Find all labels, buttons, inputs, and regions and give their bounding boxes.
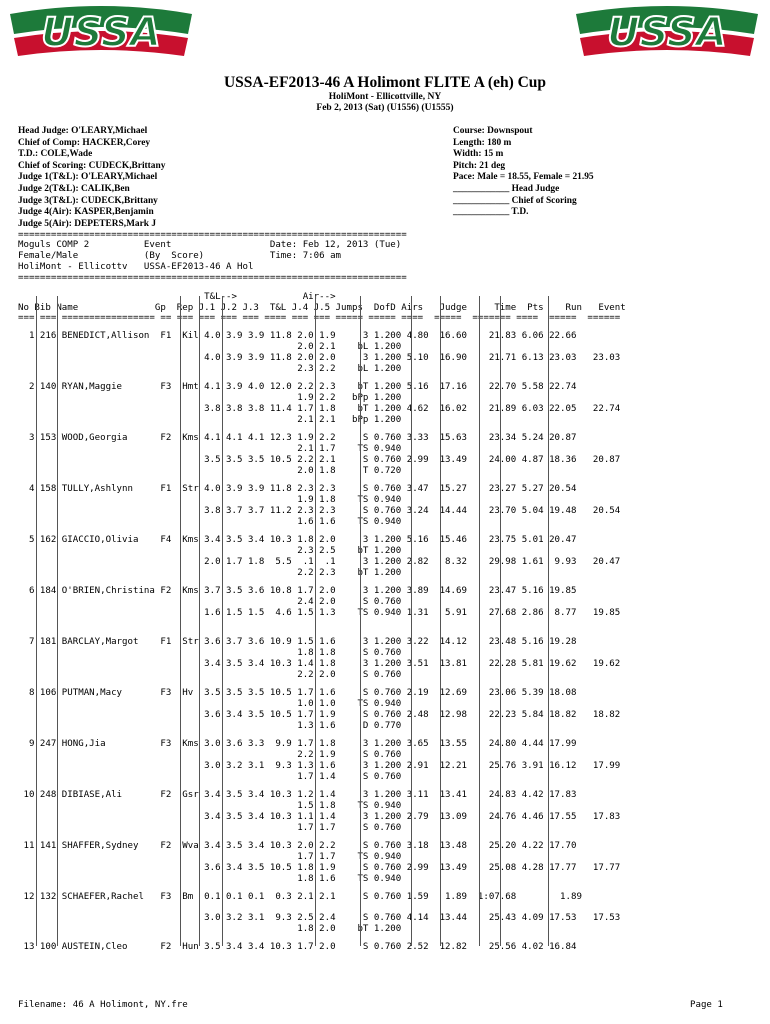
table-row: 11 141 SHAFFER,Sydney F2 Wva 3.4 3.5 3.4 10.3 2.0 2.2 S 0.760 3.18 13.48 25.20 4.22 17.70 (18, 841, 577, 851)
header-rule-bottom: ======================================================================= (18, 273, 407, 283)
table-row: 5 162 GIACCIO,Olivia F4 Kms 3.4 3.5 3.4 10.3 1.8 2.0 3 1.200 5.16 15.46 23.75 5.01 20.47 (18, 535, 577, 545)
table-row: 13 100 AUSTEIN,Cleo F2 Hun 3.5 3.4 3.4 10.3 1.7 2.0 S 0.760 2.52 12.82 25.56 4.02 16.84 (18, 942, 577, 952)
official-judge-1: Judge 1(T&L): O'LEARY,Michael (18, 172, 158, 183)
table-row: 4.0 3.9 3.9 11.8 2.0 2.0 3 1.200 5.10 16.90 21.71 6.13 23.03 23.03 (18, 353, 621, 363)
official-judge-2: Judge 2(T&L): CALIK,Ben (18, 183, 130, 194)
table-row: 10 248 DIBIASE,Ali F2 Gsr 3.4 3.5 3.4 10.3 1.2 1.4 3 1.200 3.11 13.41 24.83 4.42 17.83 (18, 790, 577, 800)
table-row: 2 140 RYAN,Maggie F3 Hmt 4.1 3.9 4.0 12.0 2.2 2.3 bT 1.200 5.16 17.16 22.70 5.58 22.74 (18, 382, 577, 392)
event-date: Feb 2, 2013 (Sat) (U1556) (U1555) (316, 103, 454, 113)
official-judge-3: Judge 3(T&L): CUDECK,Brittany (18, 195, 158, 206)
table-row: 3.4 3.5 3.4 10.3 1.1 1.4 3 1.200 2.79 13.09 24.76 4.46 17.55 17.83 (18, 812, 621, 822)
column-separator (548, 296, 549, 946)
column-separator (315, 296, 316, 946)
logo-text: USSA (607, 10, 727, 56)
table-header-rule: === === ================= == === === === === ==== === === ===== ===== ==== ===== ======= ==== ===== ====== (18, 313, 621, 323)
official-judge-4: Judge 4(Air): KASPER,Benjamin (18, 207, 154, 218)
header-rule-top: ======================================================================= (18, 230, 407, 240)
table-row: 1.9 2.2 bPp 1.200 (18, 393, 402, 403)
venue: HoliMont - Ellicottville, NY (328, 92, 442, 102)
table-row: 1.3 1.6 D 0.770 (18, 721, 402, 731)
table-row: 3 153 WOOD,Georgia F2 Kms 4.1 4.1 4.1 12.3 1.9 2.2 S 0.760 3.33 15.63 23.34 5.24 20.87 (18, 433, 577, 443)
table-row: 3.4 3.5 3.4 10.3 1.4 1.8 3 1.200 3.51 13.81 22.28 5.81 19.62 19.62 (18, 659, 621, 669)
footer-filename: Filename: 46 A Holimont, NY.fre (18, 1000, 188, 1010)
table-row: 3.0 3.2 3.1 9.3 2.5 2.4 S 0.760 4.14 13.44 25.43 4.09 17.53 17.53 (18, 913, 621, 923)
table-row: 1 216 BENEDICT,Allison F1 Kil 4.0 3.9 3.9 11.8 2.0 1.9 3 1.200 4.80 16.60 21.83 6.06 22.66 (18, 331, 577, 341)
course-name: Course: Downspout (453, 126, 533, 136)
table-row: 3.0 3.2 3.1 9.3 1.3 1.6 3 1.200 2.91 12.21 25.76 3.91 16.12 17.99 (18, 761, 621, 771)
course-info (453, 126, 594, 219)
table-row: 8 106 PUTMAN,Macy F3 Hv 3.5 3.5 3.5 10.5 1.7 1.6 S 0.760 2.19 12.69 23.06 5.39 18.08 (18, 688, 577, 698)
table-row: 3.6 3.4 3.5 10.5 1.7 1.9 S 0.760 2.48 12.98 22.23 5.84 18.82 18.82 (18, 710, 621, 720)
signature-head-judge: ____________ Head Judge (453, 183, 560, 194)
table-row: 2.3 2.5 bT 1.200 (18, 546, 402, 556)
column-separator (479, 296, 480, 946)
official-td: T.D.: COLE,Wade (18, 149, 93, 160)
course-length: Length: 180 m (453, 137, 512, 148)
table-row: 2.0 1.8 T 0.720 (18, 466, 402, 476)
table-row: 6 184 O'BRIEN,Christina F2 Kms 3.7 3.5 3.6 10.8 1.7 2.0 3 1.200 3.89 14.69 23.47 5.16 19.85 (18, 586, 577, 596)
column-separator (500, 296, 501, 946)
table-row: 2.3 2.2 bL 1.200 (18, 364, 402, 374)
official-head-judge: Head Judge: O'LEARY,Michael (18, 126, 148, 136)
table-row: 1.8 1.6 TS 0.940 (18, 874, 402, 884)
table-row: 2.4 2.0 S 0.760 (18, 597, 402, 607)
course-pace: Pace: Male = 18.55, Female = 21.95 (453, 172, 594, 183)
column-separator (222, 296, 223, 946)
official-judge-5: Judge 5(Air): DEPETERS,Mark J (18, 218, 157, 229)
table-header-group: T&L--> Air--> (18, 292, 336, 302)
table-row: 1.8 2.0 bT 1.200 (18, 924, 402, 934)
table-row: 1.6 1.6 TS 0.940 (18, 517, 402, 527)
ussa-logo-left (6, 4, 196, 66)
table-row: 2.1 2.1 bPp 1.200 (18, 415, 402, 425)
signature-chief-of-scoring: ____________ Chief of Scoring (453, 195, 577, 206)
table-row: 3.8 3.7 3.7 11.2 2.3 2.3 S 0.760 3.24 14.44 23.70 5.04 19.48 20.54 (18, 506, 621, 516)
table-row: 2.0 1.7 1.8 5.5 .1 .1 3 1.200 2.82 8.32 29.98 1.61 9.93 20.47 (18, 557, 621, 567)
header-line-2: Female/Male (By Score) Time: 7:06 am (18, 251, 342, 261)
table-row: 1.8 1.8 S 0.760 (18, 648, 402, 658)
page-title: USSA-EF2013-46 A Holimont FLITE A (eh) Cup (223, 74, 547, 91)
official-chief-of-comp: Chief of Comp: HACKER,Corey (18, 137, 151, 148)
table-row: 1.9 1.8 TS 0.940 (18, 495, 402, 505)
table-row: 7 181 BARCLAY,Margot F1 Str 3.6 3.7 3.6 10.9 1.5 1.6 3 1.200 3.22 14.12 23.48 5.16 19.28 (18, 637, 577, 647)
table-row: 4 158 TULLY,Ashlynn F1 Str 4.0 3.9 3.9 11.8 2.3 2.3 S 0.760 3.47 15.27 23.27 5.27 20.54 (18, 484, 577, 494)
official-chief-of-scoring: Chief of Scoring: CUDECK,Brittany (18, 160, 166, 171)
column-separator (57, 296, 58, 946)
column-separator (180, 296, 181, 946)
table-row: 9 247 HONG,Jia F3 Kms 3.0 3.6 3.3 9.9 1.7 1.8 3 1.200 3.65 13.55 24.80 4.44 17.99 (18, 739, 577, 749)
column-separator (411, 296, 412, 946)
column-separator (440, 296, 441, 946)
table-row: 2.2 2.0 S 0.760 (18, 670, 402, 680)
column-separator (360, 296, 361, 946)
table-row: 2.1 1.7 TS 0.940 (18, 444, 402, 454)
logo-text: USSA (41, 10, 161, 56)
table-row: 1.5 1.8 TS 0.940 (18, 801, 402, 811)
table-row: 1.7 1.4 S 0.760 (18, 772, 402, 782)
table-row: 3.5 3.5 3.5 10.5 2.2 2.1 S 0.760 2.99 13.49 24.00 4.87 18.36 20.87 (18, 455, 621, 465)
table-row: 2.0 2.1 bL 1.200 (18, 342, 402, 352)
table-header: No Bib Name Gp Rep J.1 J.2 J.3 T&L J.4 J.5 Jumps DofD Airs Judge Time Pts Run Event (18, 303, 626, 313)
table-row: 1.7 1.7 S 0.760 (18, 823, 402, 833)
course-width: Width: 15 m (453, 149, 504, 160)
column-separator (199, 296, 200, 946)
ussa-logo-right (572, 4, 762, 66)
table-row: 1.6 1.5 1.5 4.6 1.5 1.3 TS 0.940 1.31 5.91 27.68 2.86 8.77 19.85 (18, 608, 621, 618)
table-row: 2.2 1.9 S 0.760 (18, 750, 402, 760)
header-line-1: Moguls COMP 2 Event Date: Feb 12, 2013 (Tue) (18, 240, 402, 250)
table-row: 1.7 1.7 TS 0.940 (18, 852, 402, 862)
officials-list (18, 126, 165, 230)
course-pitch: Pitch: 21 deg (453, 160, 506, 171)
signature-td: ____________ T.D. (453, 207, 529, 218)
column-separator (36, 296, 37, 946)
table-row: 2.2 2.3 bT 1.200 (18, 568, 402, 578)
footer-page-number: Page 1 (690, 1000, 723, 1010)
header-line-3: HoliMont - Ellicottv USSA-EF2013-46 A Hol (18, 262, 254, 272)
table-row: 1.0 1.0 TS 0.940 (18, 699, 402, 709)
table-row: 3.6 3.4 3.5 10.5 1.8 1.9 S 0.760 2.99 13.49 25.08 4.28 17.77 17.77 (18, 863, 621, 873)
table-row: 3.8 3.8 3.8 11.4 1.7 1.8 bT 1.200 4.62 16.02 21.89 6.03 22.05 22.74 (18, 404, 621, 414)
table-row: 12 132 SCHAEFER,Rachel F3 Bm 0.1 0.1 0.1 0.3 2.1 2.1 S 0.760 1.59 1.89 1:07.68 1.89 (18, 892, 582, 902)
